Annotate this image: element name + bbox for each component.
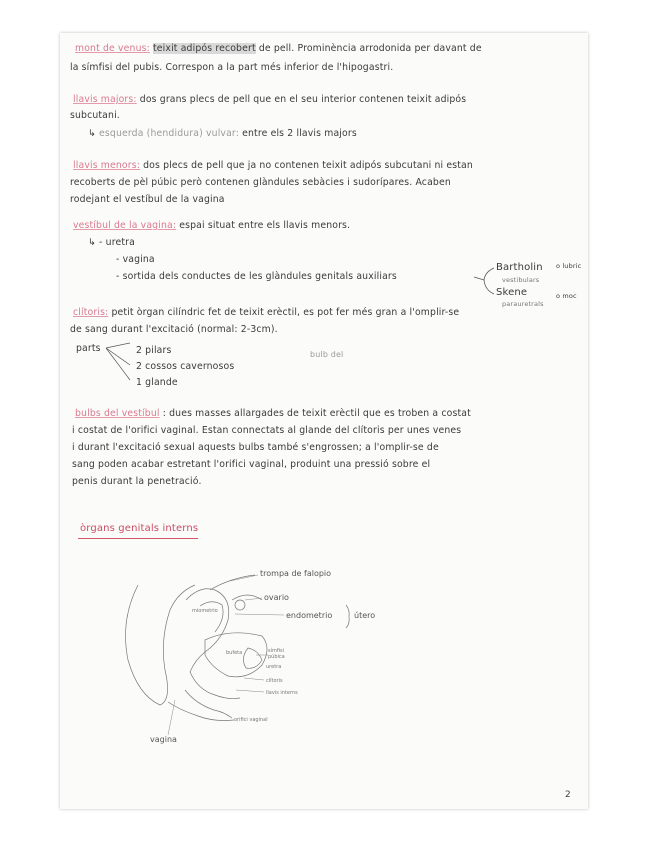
page-number: 2 bbox=[565, 790, 571, 800]
gland-bartholin-note: vestibulars bbox=[502, 276, 540, 284]
term-llavis-majors: llavis majors: bbox=[73, 94, 137, 105]
clitoris-faint-note: bulb del bbox=[310, 350, 344, 359]
label-vagina: vagina bbox=[150, 735, 177, 744]
paragraph-llavis-majors-line2: subcutani. bbox=[70, 110, 120, 121]
paragraph-llavis-menors-line3: rodejant el vestíbul de la vagina bbox=[70, 194, 225, 205]
gland-skene-side: o moc bbox=[556, 292, 577, 300]
text: : dues masses allargades de teixit erèctil que es troben a costat bbox=[159, 408, 471, 419]
label-miometri: miometrio bbox=[192, 608, 218, 614]
faint-text: esquerda (hendidura) vulvar: bbox=[99, 128, 240, 139]
text: petit òrgan cilíndric fet de teixit erèctil, es pot fer més gran a l'omplir-se bbox=[108, 307, 460, 318]
vestibul-item-sortida: - sortida dels conductes de les glàndules genitals auxiliars bbox=[116, 271, 397, 282]
arrow-icon: ↳ bbox=[88, 128, 100, 139]
paragraph-bulbs-line2: i costat de l'orifici vaginal. Estan connectats al glande del clítoris per unes venes bbox=[72, 425, 462, 436]
anatomy-diagram bbox=[126, 575, 267, 721]
brace-glands bbox=[484, 268, 494, 294]
text: entre els 2 llavis majors bbox=[239, 128, 357, 139]
term-bulbs: bulbs del vestíbul bbox=[75, 408, 160, 419]
paragraph-bulbs-line4: sang poden acabar estretant l'orifici vaginal, produint una pressió sobre el bbox=[72, 459, 431, 470]
label-uretra: uretra bbox=[266, 664, 282, 670]
paragraph-clitoris-line2: de sang durant l'excitació (normal: 2-3cm). bbox=[70, 324, 278, 335]
label-simfisi: símfisi bbox=[268, 648, 285, 654]
gland-skene-note: parauretrals bbox=[502, 300, 544, 308]
section-title: òrgans genitals interns bbox=[80, 523, 199, 534]
vestibul-item-vagina: - vagina bbox=[116, 254, 155, 265]
label-llavis: llavis interns bbox=[266, 690, 298, 696]
gland-bartholin: Bartholin bbox=[496, 262, 543, 273]
gland-skene: Skene bbox=[496, 287, 528, 298]
term-llavis-menors: llavis menors: bbox=[73, 160, 141, 171]
text: espai situat entre els llavis menors. bbox=[176, 220, 351, 231]
clitoris-parts-label: parts bbox=[76, 343, 101, 354]
label-uter: útero bbox=[354, 611, 376, 620]
label-orifici: orifici vaginal bbox=[234, 717, 268, 723]
paragraph-mont-de-venus-line2: la símfisi del pubis. Correspon a la part més inferior de l'hipogastri. bbox=[70, 62, 394, 73]
label-pubis: púbica bbox=[268, 654, 285, 660]
term-clitoris: clítoris: bbox=[73, 307, 109, 318]
clitoris-part-cossos: 2 cossos cavernosos bbox=[136, 361, 235, 372]
term-mont-de-venus: mont de venus: bbox=[75, 43, 150, 54]
term-vestibul: vestíbul de la vagina: bbox=[73, 220, 177, 231]
gland-bartholin-side: o lubric bbox=[556, 262, 582, 270]
label-endometri: endometrio bbox=[286, 611, 333, 620]
clitoris-part-glande: 1 glande bbox=[136, 377, 178, 388]
label-trompa: trompa de falopio bbox=[260, 569, 332, 578]
label-clitoris: clítoris bbox=[266, 678, 283, 684]
label-bufeta: bufeta bbox=[226, 650, 243, 656]
label-ovari: ovario bbox=[264, 593, 289, 602]
brace-parts bbox=[106, 343, 130, 380]
text: dos plecs de pell que ja no contenen teixit adipós subcutani ni estan bbox=[140, 160, 473, 171]
highlight-teixit: teixit adipós recobert bbox=[153, 43, 256, 54]
paragraph-bulbs-line5: penis durant la penetració. bbox=[72, 476, 202, 487]
paragraph-bulbs-line3: i durant l'excitació sexual aquests bulbs també s'engrossen; a l'omplir-se de bbox=[72, 442, 439, 453]
text: de pell. Prominència arrodonida per davant de bbox=[255, 43, 482, 54]
text: dos grans plecs de pell que en el seu interior contenen teixit adipós bbox=[136, 94, 467, 105]
clitoris-part-pilars: 2 pilars bbox=[136, 345, 172, 356]
paragraph-llavis-menors-line2: recoberts de pèl púbic però contenen glàndules sebàcies i sudorípares. Acaben bbox=[70, 177, 451, 188]
text: - uretra bbox=[99, 237, 135, 248]
arrow-icon: ↳ bbox=[88, 237, 100, 248]
